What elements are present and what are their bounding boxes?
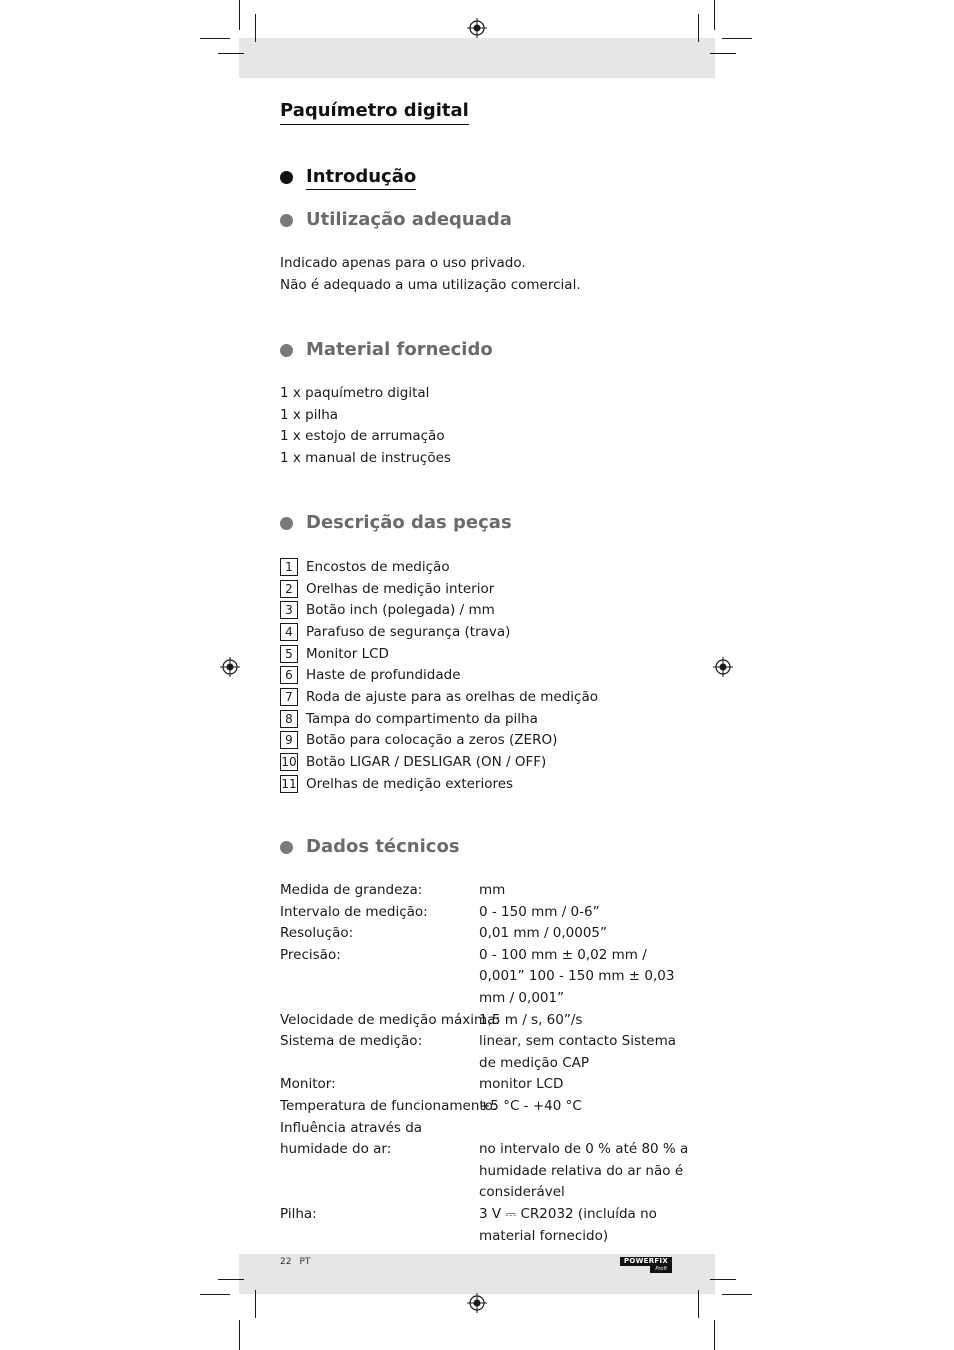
header-band (239, 38, 715, 78)
supplied-list (280, 383, 451, 469)
spec-row: Temperatura de funcionamento: +5 °C - +40 °C (280, 1097, 582, 1114)
bullet-icon (280, 841, 293, 854)
bullet-icon (280, 517, 293, 530)
use-text: Indicado apenas para o uso privado. Não é adequado a uma utilização comercial. (280, 255, 581, 293)
part-item: 2 Orelhas de medição interior (280, 578, 598, 600)
registration-mark-icon (467, 1293, 487, 1313)
spec-row: Intervalo de medição: 0 - 150 mm / 0-6” (280, 903, 600, 920)
list-item: 1 x pilha (280, 406, 339, 423)
brand-logo: POWERFIX Profi (620, 1257, 672, 1273)
list-item: 1 x estojo de arrumação (280, 428, 445, 445)
section-heading-parts: Descrição das peças (280, 511, 512, 535)
part-item: 7 Roda de ajuste para as orelhas de medição (280, 686, 598, 708)
spec-row: Monitor: monitor LCD (280, 1076, 564, 1093)
part-item: 5 Monitor LCD (280, 643, 598, 665)
spec-row: Velocidade de medição máxima: 1,5 m / s, 60”/s (280, 1011, 583, 1028)
language-code: PT (299, 1257, 311, 1267)
spec-row: Resolução: 0,01 mm / 0,0005” (280, 925, 608, 942)
spec-row: Pilha: 3 V ⎓ CR2032 (incluída no material fornecido) (280, 1205, 657, 1244)
bullet-icon (280, 344, 293, 357)
spec-row: Influência através da humidade do ar: no intervalo de 0 % até 80 % a humidade relativa do ar não é considerável (280, 1119, 689, 1201)
section-heading-supplied: Material fornecido (280, 338, 493, 362)
part-item: 10 Botão LIGAR / DESLIGAR (ON / OFF) (281, 754, 547, 771)
part-item: 1 Encostos de medição (280, 556, 598, 578)
part-item: 9 Botão para colocação a zeros (ZERO) (280, 730, 598, 752)
registration-mark-icon (467, 18, 487, 38)
section-heading-intro: Introdução (280, 165, 416, 190)
bullet-icon (280, 171, 293, 184)
page-number: 22 (280, 1257, 292, 1267)
section-heading-use: Utilização adequada (280, 208, 512, 232)
part-item: 6 Haste de profundidade (280, 664, 598, 686)
list-item: 1 x paquímetro digital (280, 385, 430, 401)
spec-row: Medida de grandeza: mm (280, 882, 506, 898)
registration-mark-icon (713, 657, 733, 677)
part-item: 11 Orelhas de medição exteriores (281, 775, 514, 792)
tech-specs (280, 880, 700, 1247)
parts-list (280, 556, 598, 795)
section-heading-tech: Dados técnicos (280, 835, 460, 859)
page-title: Paquímetro digital (280, 99, 469, 125)
spec-row: Precisão: 0 - 100 mm ± 0,02 mm / 0,001” 100 - 150 mm ± 0,03 mm / 0,001” (280, 946, 675, 1006)
page-footer (280, 1257, 318, 1267)
list-item: 1 x manual de instruções (280, 449, 451, 466)
part-item: 4 Parafuso de segurança (trava) (280, 621, 598, 643)
part-item: 3 Botão inch (polegada) / mm (280, 599, 598, 621)
registration-mark-icon (220, 657, 240, 677)
spec-row: Sistema de medição: linear, sem contacto Sistema de medição CAP (280, 1033, 676, 1071)
bullet-icon (280, 214, 293, 227)
part-item: 8 Tampa do compartimento da pilha (280, 708, 598, 730)
